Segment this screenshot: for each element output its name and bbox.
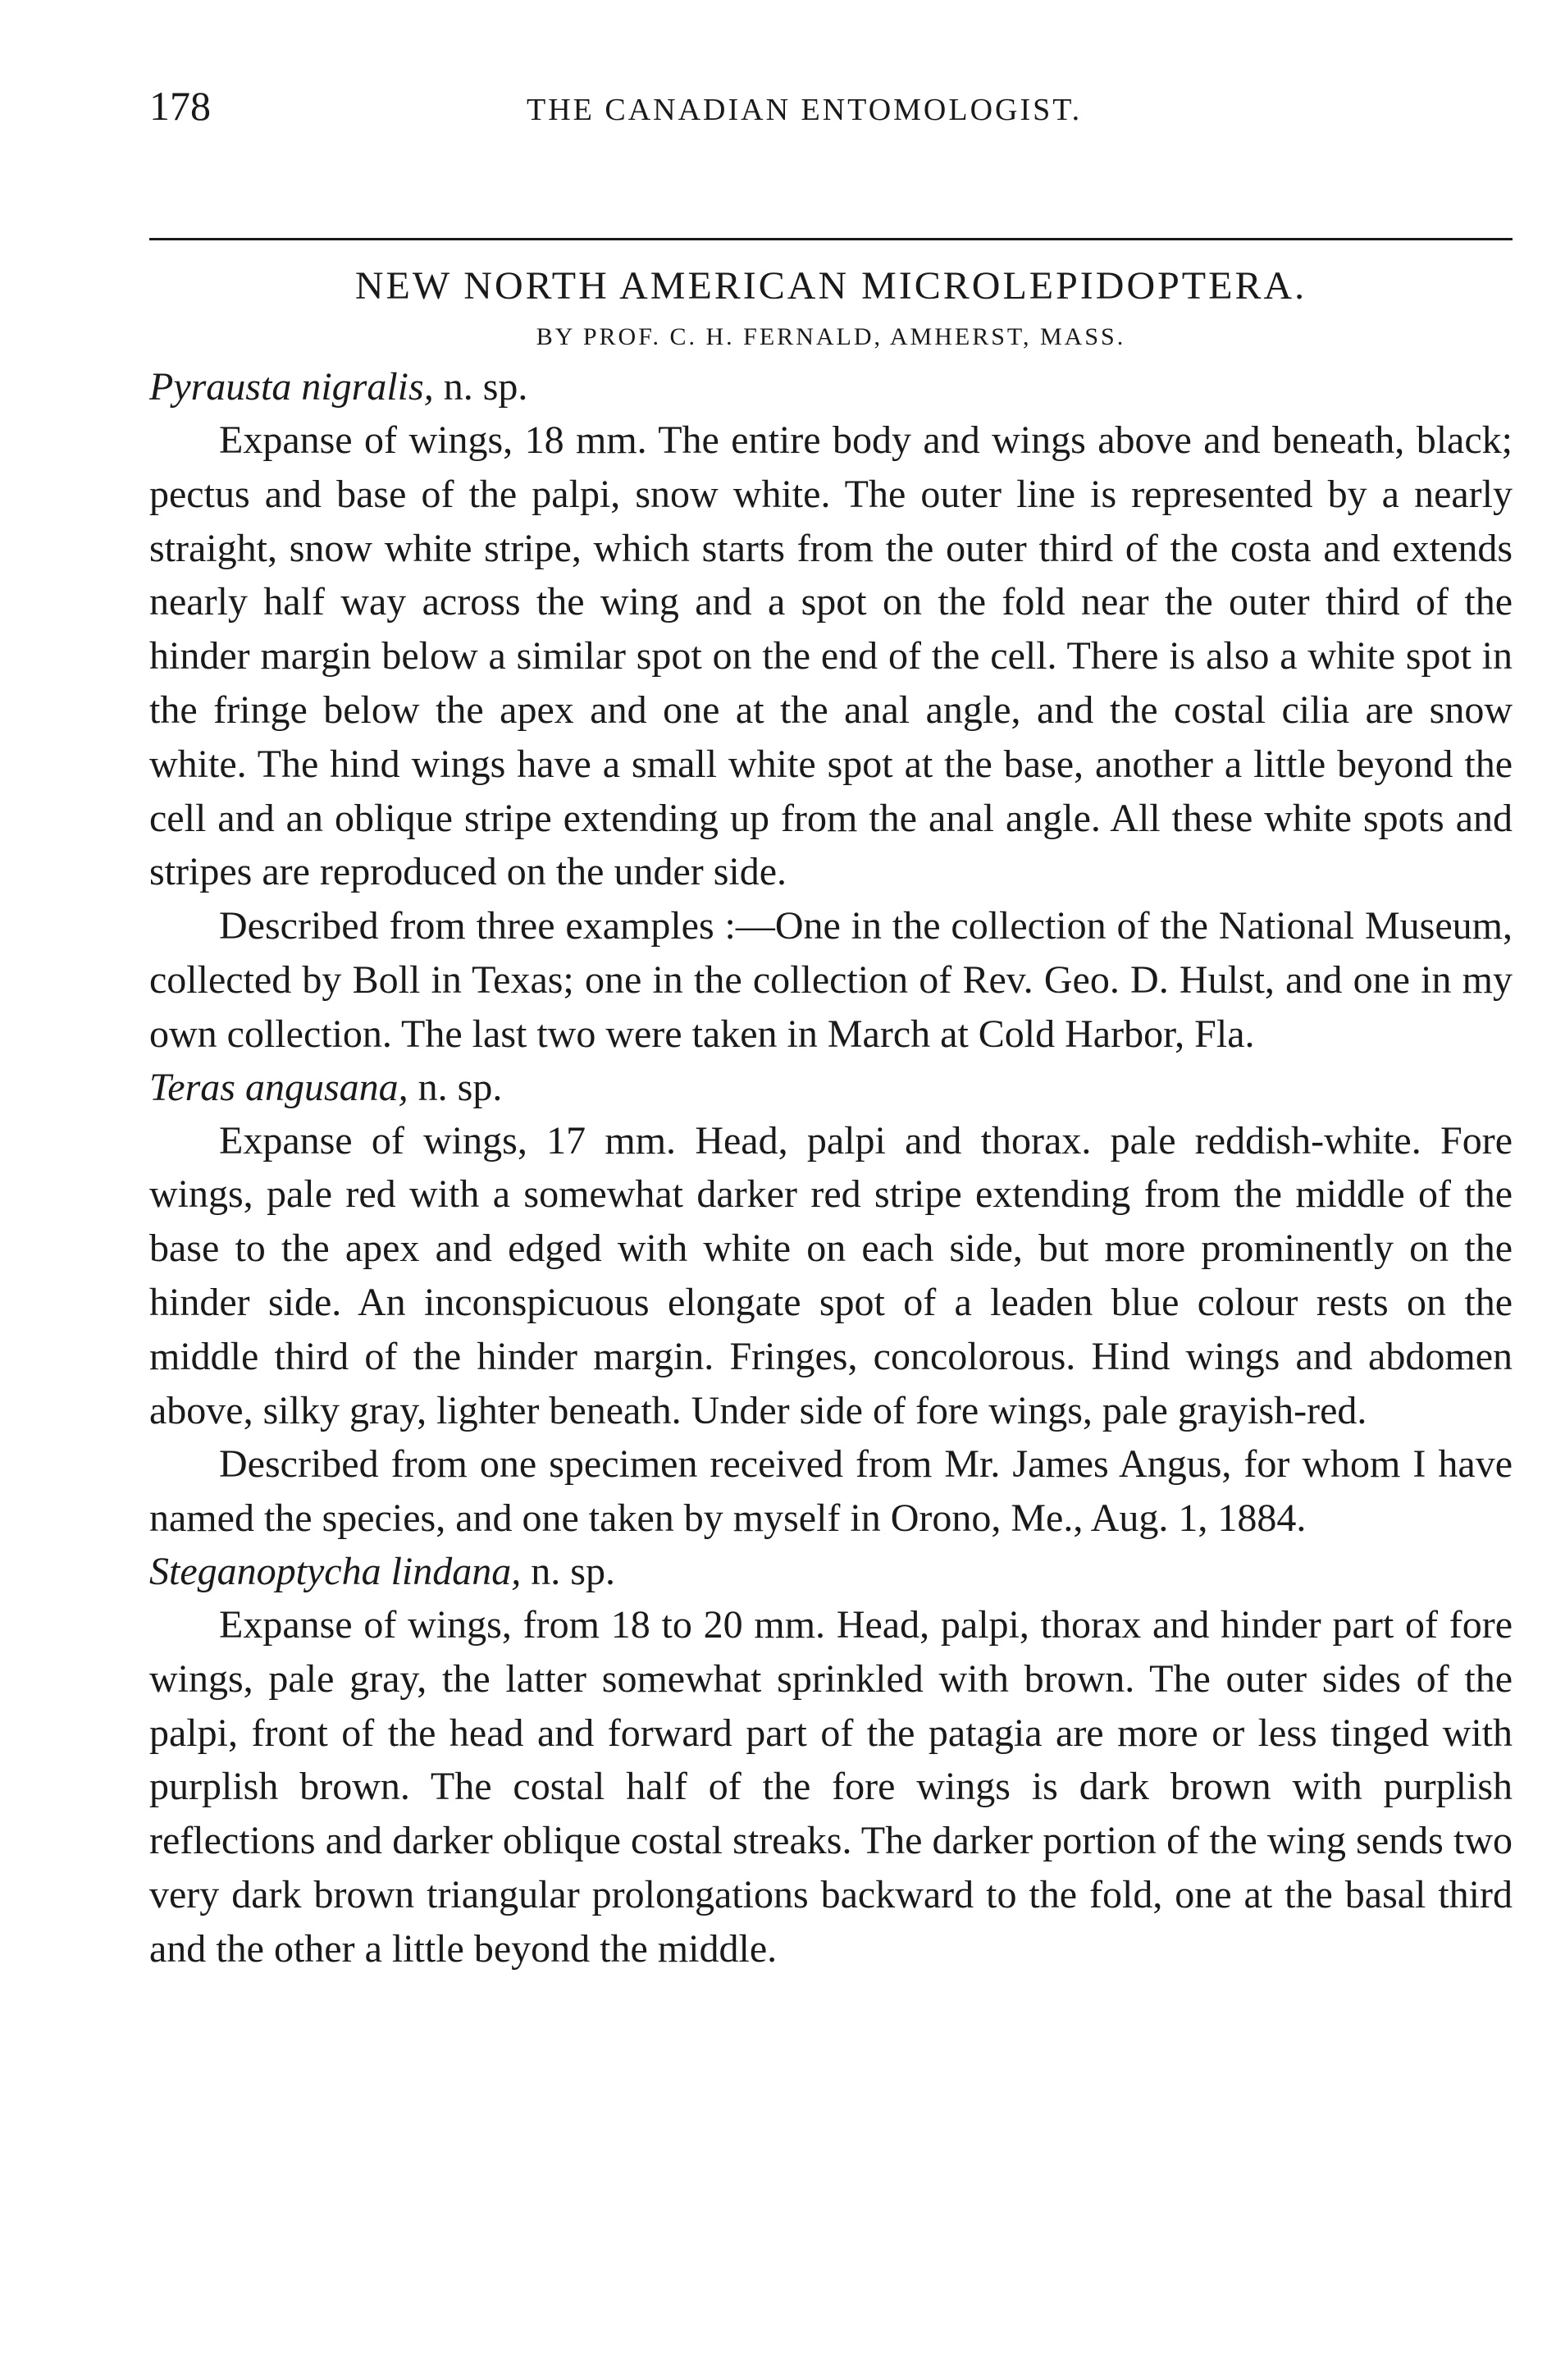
header-rule <box>149 238 1513 240</box>
running-title: THE CANADIAN ENTOMOLOGIST. <box>527 93 1083 127</box>
paragraph: Described from one specimen received from Mr. James Angus, for whom I have named the species, and one taken by myself in Orono, Me., Aug. 1, 1884. <box>149 1442 1513 1541</box>
species-suffix: n. sp. <box>433 365 528 409</box>
paragraph: Described from three examples :—One in the collection of the National Museum, collected by Boll in Texas; one in the collection of Rev. Geo. D. Hulst, and one in my own collection. The last two were taken in March at Cold Harbor, Fla. <box>149 904 1513 1056</box>
page-number: 178 <box>149 83 211 129</box>
species-section <box>149 1062 1513 1546</box>
species-heading <box>149 1546 1513 1598</box>
species-name: Steganoptycha lindana, <box>149 1549 522 1593</box>
article-title: NEW NORTH AMERICAN MICROLEPIDOPTERA. <box>354 264 1307 308</box>
species-name: Pyrausta nigralis, <box>149 365 434 409</box>
page-header <box>149 82 1513 148</box>
species-heading <box>149 1062 1513 1114</box>
paragraph: Expanse of wings, 17 mm. Head, palpi and thorax. pale reddish-white. Fore wings, pale red with a somewhat darker red stripe extending from the middle of the base to the apex and edged with white on each side, but more prominently on the hinder side. An inconspicuous elongate spot of a leaden blue colour rests on the middle third of the hinder margin. Fringes, concolorous. Hind wings and abdomen above, silky gray, lighter beneath. Under side of fore wings, pale grayish-red. <box>149 1118 1513 1432</box>
paragraph: Expanse of wings, 18 mm. The entire body and wings above and beneath, black; pectus and base of the palpi, snow white. The outer line is represented by a nearly straight, snow white stripe, which starts from the outer third of the costa and extends nearly half way across the wing and a spot on the fold near the outer third of the hinder margin below a similar spot on the end of the cell. There is also a white spot in the fringe below the apex and one at the anal angle, and the costal cilia are snow white. The hind wings have a small white spot at the base, another a little beyond the cell and an oblique stripe extending up from the anal angle. All these white spots and stripes are reproduced on the under side. <box>149 418 1513 894</box>
species-suffix: n. sp. <box>521 1549 615 1593</box>
paragraph: Expanse of wings, from 18 to 20 mm. Head, palpi, thorax and hinder part of fore wings, pale gray, the latter somewhat sprinkled with brown. The outer sides of the palpi, front of the head and forward part of the patagia are more or less tinged with purplish brown. The costal half of the fore wings is dark brown with purplish reflections and darker oblique costal streaks. The darker portion of the wing sends two very dark brown triangular prolongations backward to the fold, one at the basal third and the other a little beyond the middle. <box>149 1602 1513 1971</box>
species-name: Teras angusana, <box>149 1065 408 1109</box>
article-byline: BY PROF. C. H. FERNALD, AMHERST, MASS. <box>536 323 1126 350</box>
page <box>149 82 1513 1976</box>
species-section <box>149 1546 1513 1976</box>
species-section <box>149 361 1513 1062</box>
species-heading <box>149 361 1513 413</box>
species-suffix: n. sp. <box>408 1065 503 1109</box>
